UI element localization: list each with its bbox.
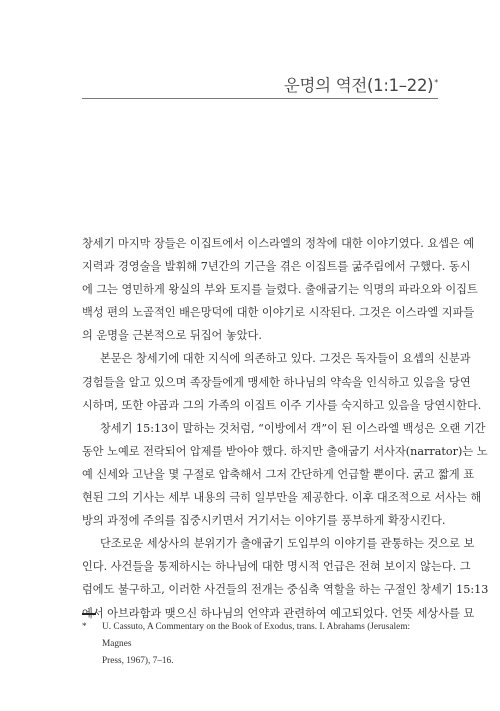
body-line: 의 운명을 근본적으로 뒤집어 놓았다. [82,329,262,343]
body-line: 에 그는 영민하게 왕실의 부와 토지를 늘렸다. 출애굽기는 익명의 파라오와 이집트 [82,283,478,297]
body-line: 방의 과정에 주의를 집중시키면서 거기서는 이야기를 풍부하게 확장시킨다. [82,514,446,528]
footnote-line: Press, 1967), 7–16. [102,656,174,666]
body-line: 에서 아브라함과 맺으신 하나님의 언약과 관련하여 예고되었다. 언뜻 세상사를 묘 [82,606,475,620]
body-line: 단조로운 세상사의 분위기가 출애굽기 도입부의 이야기를 관통하는 것으로 보 [100,537,475,551]
body-line: 백성 편의 노골적인 배은망덕에 대한 이야기로 시작된다. 그것은 이스라엘 지파들 [82,306,475,320]
body-line: 현된 그의 기사는 세부 내용의 극히 일부만을 제공한다. 이후 대조적으로 서사는 해 [82,491,482,505]
footnote-line: U. Cassuto, A Commentary on the Book of Exodus, trans. I. Abrahams (Jerusalem: Magnes [102,622,411,649]
footnote-text [102,619,438,670]
header-rule [82,98,438,99]
chapter-title-text: 운명의 역전(1:1–22) [283,76,434,95]
body-line: 럼에도 불구하고, 이러한 사건들의 전개는 중심축 역할을 하는 구절인 창세기 15:13 [82,583,489,597]
body-line: 인다. 사건들을 통제하시는 하나님에 대한 명시적 언급은 전혀 보이지 않는다. 그 [82,560,471,574]
body-line: 시하며, 또한 야곱과 그의 가족의 이집트 이주 기사를 숙지하고 있음을 당연시한다. [82,398,482,412]
body-line: 창세기 마지막 장들은 이집트에서 이스라엘의 정착에 대한 이야기였다. 요셉은 예 [82,237,475,250]
body-line: 동안 노예로 전락되어 압제를 받아야 했다. 하지만 출애굽기 서사자(narrator)는 노 [82,444,488,458]
footnote-mark: * [82,622,87,632]
body-line: 경험들을 알고 있으며 족장들에게 맹세한 하나님의 약속을 인식하고 있음을 당연 [82,375,471,389]
body-line: 예 신세와 고난을 몇 구절로 압축해서 그저 간단하게 언급할 뿐이다. 굵고 짧게 표 [82,467,475,481]
body-line: 본문은 창세기에 대한 지식에 의존하고 있다. 그것은 독자들이 요셉의 신분과 [100,352,471,366]
chapter-title [284,72,438,96]
footnote-rule [82,613,96,615]
footnote-reference-mark: * [434,77,438,87]
body-line: 지력과 경영술을 발휘해 7년간의 기근을 겪은 이집트를 굶주림에서 구했다. 동시 [82,260,471,274]
body-line: 창세기 15:13이 말하는 것처럼, “이방에서 객”이 된 이스라엘 백성은 오랜 기간 [100,421,486,435]
body-text [82,232,489,625]
footnote [82,619,438,670]
